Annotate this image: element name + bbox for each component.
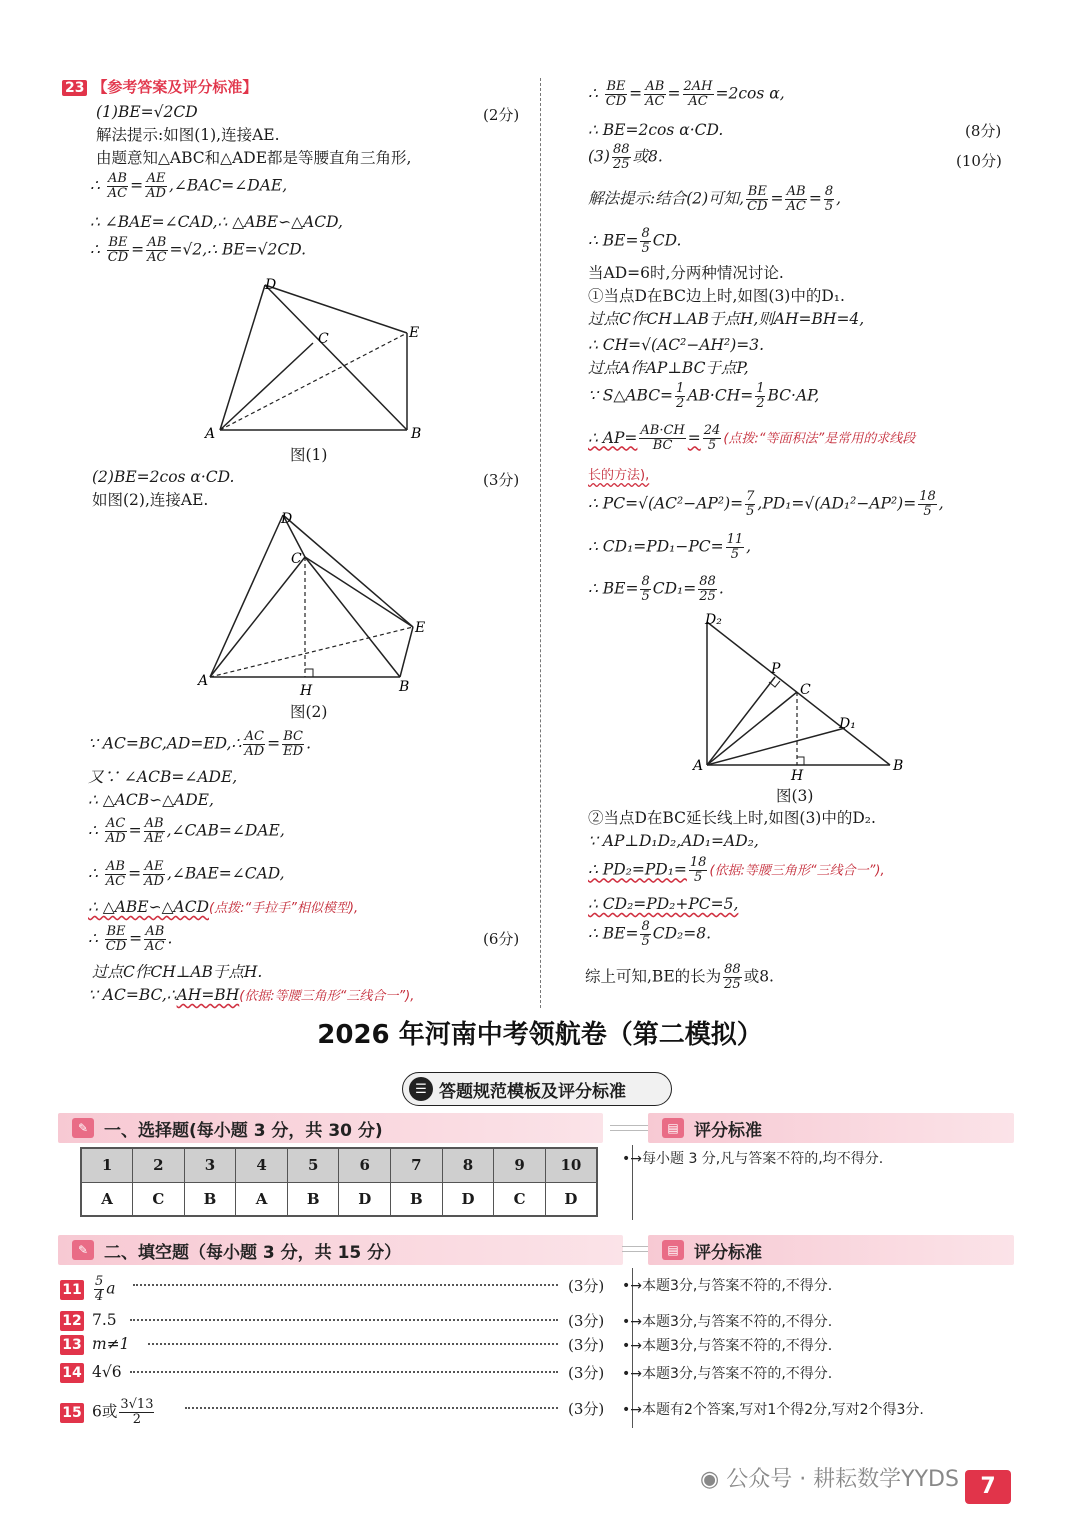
answer-cell: D bbox=[442, 1182, 494, 1216]
question-number-cell: 5 bbox=[287, 1148, 339, 1182]
figure-caption: 图(1) bbox=[290, 446, 328, 464]
text-line bbox=[88, 985, 414, 1007]
figure-3 bbox=[685, 610, 915, 789]
ratio-line-tail: ,∠CAB=∠DAE, bbox=[166, 821, 285, 840]
area-mid: AB·CH= bbox=[687, 386, 754, 405]
rubric2-band bbox=[648, 1235, 1014, 1265]
be2-tail: CD₂=8. bbox=[652, 924, 712, 943]
score-3: (3分) bbox=[483, 471, 520, 489]
answer-cell: C bbox=[133, 1182, 185, 1216]
question-number: 15 bbox=[60, 1403, 84, 1423]
svg-text:E: E bbox=[415, 620, 426, 636]
answer-value: m≠1 bbox=[92, 1335, 130, 1353]
figure-1-diagram bbox=[195, 275, 435, 445]
text-line bbox=[588, 894, 738, 914]
watermark-text: 公众号 · 耕耘数学YYDS bbox=[726, 1467, 959, 1492]
question-number: 13 bbox=[60, 1335, 84, 1355]
answer-cell: C bbox=[494, 1182, 546, 1216]
clipboard-icon: ▤ bbox=[662, 1118, 684, 1138]
fill-answer-11: 11 $\frac{5}{4}$ a bbox=[60, 1275, 116, 1304]
answer-cell: B bbox=[391, 1182, 443, 1216]
question-number-cell: 1 bbox=[81, 1148, 133, 1182]
rubric1-band bbox=[648, 1113, 1014, 1143]
rubric-content: 本题3分,与答案不符的,不得分. bbox=[642, 1338, 833, 1354]
pc-line: ∴ PC=√(AC²−AP²)= $\frac{7}{5}$ ,PD₁=√(AD₁²−AP²)= $\frac{18}{5}$ , bbox=[588, 489, 944, 519]
be1-mid: CD₁= bbox=[652, 579, 697, 598]
answer-cell: A bbox=[236, 1182, 288, 1216]
area-head: ∵ S△ABC= bbox=[588, 386, 674, 405]
fill-answer-14 bbox=[60, 1362, 122, 1383]
basis-note: (依据:等腰三角形“三线合一”), bbox=[239, 989, 415, 1004]
pc-head: ∴ PC=√(AC²−AP²)= bbox=[588, 494, 744, 513]
svg-text:D₁: D₁ bbox=[839, 716, 856, 732]
ratio-line: ∴ $\frac{AB}{AC}$ = $\frac{AE}{AD}$ ,∠BAC=∠DAE, bbox=[90, 171, 288, 201]
score-2: (2分) bbox=[483, 106, 520, 124]
score: (3分) bbox=[568, 1364, 605, 1382]
similar-line bbox=[88, 897, 358, 919]
watermark bbox=[700, 1462, 959, 1493]
text-line: ∴ BE=2cos α·CD. bbox=[588, 121, 724, 139]
question-number-cell: 6 bbox=[339, 1148, 391, 1182]
text-line: 由题意知△ABC和△ADE都是等腰直角三角形, bbox=[96, 149, 412, 167]
edit-icon: ✎ bbox=[72, 1240, 94, 1260]
question-number: 14 bbox=[60, 1363, 84, 1383]
answer-cell: D bbox=[339, 1182, 391, 1216]
text-line: ∴ CH=√(AC²−AH²)=3. bbox=[588, 336, 765, 354]
question-number-cell: 4 bbox=[236, 1148, 288, 1182]
section1-title: 一、选择题(每小题 3 分，共 30 分) bbox=[104, 1120, 383, 1141]
hint-head: 解法提示:结合(2)可知, bbox=[588, 189, 745, 208]
wechat-icon: ◉ bbox=[700, 1467, 727, 1492]
question-number-cell: 8 bbox=[442, 1148, 494, 1182]
conclusion-head: 综上可知,BE的长为 bbox=[585, 967, 722, 986]
svg-text:H: H bbox=[300, 683, 313, 699]
ratio-line: ∴ $\frac{BE}{CD}$ = $\frac{AB}{AC}$ = $\frac{2AH}{AC}$ =2cos α, bbox=[588, 79, 785, 109]
svg-text:A: A bbox=[205, 426, 216, 442]
text-line: 过点C作CH⊥AB于点H,则AH=BH=4, bbox=[588, 310, 865, 328]
question-number: 12 bbox=[60, 1311, 84, 1331]
section1-band bbox=[58, 1113, 603, 1143]
question-number-cell: 3 bbox=[184, 1148, 236, 1182]
be1-head: ∴ BE= bbox=[588, 579, 639, 598]
fill-answer-13 bbox=[60, 1334, 130, 1355]
table-header-row bbox=[81, 1148, 597, 1182]
figure-2 bbox=[195, 505, 435, 704]
table-answer-row bbox=[81, 1182, 597, 1216]
svg-text:D: D bbox=[265, 277, 277, 293]
rubric2-title: 评分标准 bbox=[694, 1242, 762, 1263]
rubric-text: •→本题3分,与答案不符的,不得分. bbox=[622, 1366, 833, 1382]
fill-answer-15: 15 6或 $\frac{3√13}{2}$ bbox=[60, 1398, 156, 1427]
pd-head: ,PD₁=√(AD₁²−AP²)= bbox=[757, 494, 917, 513]
ap-line: ∴ AP= $\frac{AB\cdot CH}{BC}$ = $\frac{24}{5}$ (点拨:“等面积法”是常用的求线段 bbox=[588, 423, 916, 453]
column-divider bbox=[540, 78, 541, 1008]
text-line: ②当点D在BC延长线上时,如图(3)中的D₂. bbox=[588, 809, 876, 827]
rubric-text: •→本题3分,与答案不符的,不得分. bbox=[622, 1338, 833, 1354]
figure-caption: 图(3) bbox=[776, 787, 814, 805]
answer-value: a bbox=[106, 1279, 116, 1298]
be2-line: ∴ BE= $\frac{8}{5}$ CD₂=8. bbox=[588, 919, 712, 949]
figure-2-diagram bbox=[195, 505, 435, 700]
answer-cell: D bbox=[545, 1182, 597, 1216]
question-number: 23 bbox=[62, 80, 87, 96]
be1-line: ∴ BE= $\frac{8}{5}$ CD₁= $\frac{88}{25}$ . bbox=[588, 574, 724, 604]
score-8: (8分) bbox=[965, 122, 1002, 140]
question-number-cell: 7 bbox=[391, 1148, 443, 1182]
text-line: ①当点D在BC边上时,如图(3)中的D₁. bbox=[588, 287, 845, 305]
text-line: 又∵ ∠ACB=∠ADE, bbox=[88, 768, 238, 786]
rubric-text: •→本题3分,与答案不符的,不得分. bbox=[622, 1278, 833, 1294]
answer-value: 7.5 bbox=[92, 1311, 117, 1329]
ratio-line: ∵ AC=BC,AD=ED,∴ $\frac{AC}{AD}$ = $\frac{BC}{ED}$ . bbox=[88, 729, 311, 759]
answer-value: 6或 bbox=[92, 1402, 118, 1421]
svg-text:B: B bbox=[399, 679, 410, 695]
pill-label: 答题规范模板及评分标准 bbox=[439, 1081, 626, 1102]
section2-band bbox=[58, 1235, 623, 1265]
answer-cell: B bbox=[287, 1182, 339, 1216]
text-line: 过点C作CH⊥AB于点H. bbox=[92, 963, 263, 981]
question-number-cell: 2 bbox=[133, 1148, 185, 1182]
ratio-line: ∴ $\frac{BE}{CD}$ = $\frac{AB}{AC}$ =√2,∴ BE=√2CD. bbox=[90, 235, 307, 265]
be2-head: ∴ BE= bbox=[588, 924, 639, 943]
rubric1-title: 评分标准 bbox=[694, 1120, 762, 1141]
answer-cell: B bbox=[184, 1182, 236, 1216]
svg-text:P: P bbox=[771, 661, 781, 677]
answer-header: 【参考答案及评分标准】 bbox=[92, 78, 258, 96]
svg-text:A: A bbox=[198, 673, 209, 689]
text-line: 过点A作AP⊥BC于点P, bbox=[588, 359, 749, 377]
part3-label: (3) bbox=[588, 147, 610, 166]
hint-note: (点拨:“等面积法”是常用的求线段 bbox=[723, 431, 916, 447]
rubric-text: •→本题3分,与答案不符的,不得分. bbox=[622, 1314, 833, 1330]
note-line bbox=[588, 464, 649, 486]
figure-1 bbox=[195, 275, 435, 449]
conclusion-line: 综上可知,BE的长为 $\frac{88}{25}$ 或8. bbox=[585, 962, 774, 992]
rubric-content: 本题3分,与答案不符的,不得分. bbox=[642, 1314, 833, 1330]
question-23-header bbox=[62, 77, 257, 98]
dot-leader bbox=[148, 1343, 558, 1345]
svg-text:E: E bbox=[409, 325, 420, 341]
be-line: ∴ BE= $\frac{8}{5}$ CD. bbox=[588, 226, 682, 256]
connector bbox=[622, 1246, 650, 1252]
edit-icon: ✎ bbox=[72, 1118, 94, 1138]
text-line: ∴ △ACB∽△ADE, bbox=[88, 791, 214, 809]
question-number-cell: 9 bbox=[494, 1148, 546, 1182]
area-line: ∵ S△ABC= $\frac{1}{2}$ AB·CH= $\frac{1}{2}$ BC·AP, bbox=[588, 381, 820, 411]
svg-text:B: B bbox=[411, 426, 422, 442]
connector bbox=[610, 1125, 650, 1131]
pd2-head: ∴ PD₂=PD₁= bbox=[588, 860, 687, 879]
score: (3分) bbox=[568, 1312, 605, 1330]
text-line: ∵ AP⊥D₁D₂,AD₁=AD₂, bbox=[588, 832, 759, 850]
hint-line: 解法提示:如图(1),连接AE. bbox=[96, 126, 280, 144]
pd2-line: ∴ PD₂=PD₁= $\frac{18}{5}$ (依据:等腰三角形“三线合一”), bbox=[588, 855, 885, 885]
hint-line: 解法提示:结合(2)可知, $\frac{BE}{CD}$ = $\frac{AB}{AC}$ = $\frac{8}{5}$ , bbox=[588, 184, 842, 214]
rubric-text: •→本题有2个答案,写对1个得2分,写对2个得3分. bbox=[622, 1402, 924, 1418]
clipboard-icon: ▤ bbox=[662, 1240, 684, 1260]
svg-text:C: C bbox=[318, 331, 329, 347]
fill-answer-12 bbox=[60, 1310, 117, 1331]
answer-value: 4√6 bbox=[92, 1363, 122, 1381]
ratio-line-tail: =√2,∴ BE=√2CD. bbox=[169, 240, 307, 259]
cd1-head: ∴ CD₁=PD₁−PC= bbox=[588, 537, 724, 556]
dot-leader bbox=[133, 1284, 558, 1286]
score-10: (10分) bbox=[956, 152, 1002, 170]
ratio-line: ∴ $\frac{AC}{AD}$ = $\frac{AB}{AE}$ ,∠CAB=∠DAE, bbox=[88, 816, 285, 846]
figure-3-diagram bbox=[685, 610, 915, 785]
cd1-line: ∴ CD₁=PD₁−PC= $\frac{11}{5}$ , bbox=[588, 532, 752, 562]
hint-note: (点拨:“手拉手”相似模型), bbox=[209, 901, 359, 916]
page-number: 7 bbox=[965, 1470, 1011, 1504]
part2-answer: (2)BE=2cos α·CD. bbox=[92, 468, 235, 486]
basis-note: (依据:等腰三角形“三线合一”), bbox=[709, 863, 885, 879]
part3-answer: (3) $\frac{88}{25}$ 或8. bbox=[588, 142, 663, 172]
section-pill bbox=[402, 1072, 672, 1106]
area-tail: BC·AP, bbox=[767, 386, 820, 405]
score: (3分) bbox=[568, 1336, 605, 1354]
similar-statement: ∴ △ABE∽△ACD bbox=[88, 898, 209, 916]
section2-title: 二、填空题（每小题 3 分，共 15 分） bbox=[104, 1242, 402, 1263]
svg-text:D: D bbox=[281, 511, 293, 527]
rubric-content: 本题3分,与答案不符的,不得分. bbox=[642, 1366, 833, 1382]
svg-text:B: B bbox=[893, 758, 904, 774]
text-line-head: ∵ AC=BC,∴ bbox=[88, 986, 177, 1004]
dot-leader bbox=[130, 1371, 558, 1373]
dot-leader bbox=[185, 1407, 558, 1409]
ratio-line-tail: =2cos α, bbox=[715, 84, 785, 103]
ratio-line: ∴ $\frac{BE}{CD}$ = $\frac{AB}{AC}$ . bbox=[88, 924, 173, 954]
text-line: ∴ ∠BAE=∠CAD,∴ △ABE∽△ACD, bbox=[90, 213, 343, 231]
rubric1-content: 每小题 3 分,凡与答案不符的,均不得分. bbox=[642, 1151, 884, 1167]
svg-text:C: C bbox=[291, 551, 302, 567]
ratio-line-tail: ,∠BAC=∠DAE, bbox=[168, 176, 288, 195]
part3-tail: 或8. bbox=[632, 147, 663, 166]
page-title: 2026 年河南中考领航卷（第二模拟） bbox=[317, 1020, 763, 1050]
svg-text:H: H bbox=[791, 768, 804, 784]
answer-table bbox=[80, 1147, 598, 1217]
question-number-cell: 10 bbox=[545, 1148, 597, 1182]
ratio-line-head: ∵ AC=BC,AD=ED,∴ bbox=[88, 734, 242, 753]
ratio-line: ∴ $\frac{AB}{AC}$ = $\frac{AE}{AD}$ ,∠BAE=∠CAD, bbox=[88, 859, 285, 889]
figure-caption: 图(2) bbox=[290, 703, 328, 721]
dot-leader bbox=[130, 1319, 558, 1321]
question-number: 11 bbox=[60, 1280, 84, 1300]
score-6: (6分) bbox=[483, 930, 520, 948]
svg-text:D₂: D₂ bbox=[705, 612, 722, 628]
conclusion-tail: 或8. bbox=[743, 967, 774, 986]
svg-text:A: A bbox=[693, 758, 704, 774]
ratio-line-tail: ,∠BAE=∠CAD, bbox=[166, 864, 285, 883]
score: (3分) bbox=[568, 1400, 605, 1418]
rubric-content: 本题有2个答案,写对1个得2分,写对2个得3分. bbox=[642, 1402, 924, 1418]
cd2-line: ∴ CD₂=PD₂+PC=5, bbox=[588, 895, 739, 913]
be-line-tail: CD. bbox=[652, 231, 682, 250]
answer-cell: A bbox=[81, 1182, 133, 1216]
part1-answer: (1)BE=√2CD bbox=[96, 103, 198, 121]
svg-text:C: C bbox=[800, 682, 811, 698]
rubric-content: 本题3分,与答案不符的,不得分. bbox=[642, 1278, 833, 1294]
list-icon: ☰ bbox=[409, 1077, 433, 1101]
score: (3分) bbox=[568, 1277, 605, 1295]
rubric1-text: •→每小题 3 分,凡与答案不符的,均不得分. bbox=[622, 1151, 884, 1167]
text-line: 如图(2),连接AE. bbox=[92, 491, 209, 509]
hint-note-cont: 长的方法), bbox=[588, 468, 650, 483]
equal-segments: AH=BH bbox=[176, 986, 240, 1004]
text-line: 当AD=6时,分两种情况讨论. bbox=[588, 264, 784, 282]
